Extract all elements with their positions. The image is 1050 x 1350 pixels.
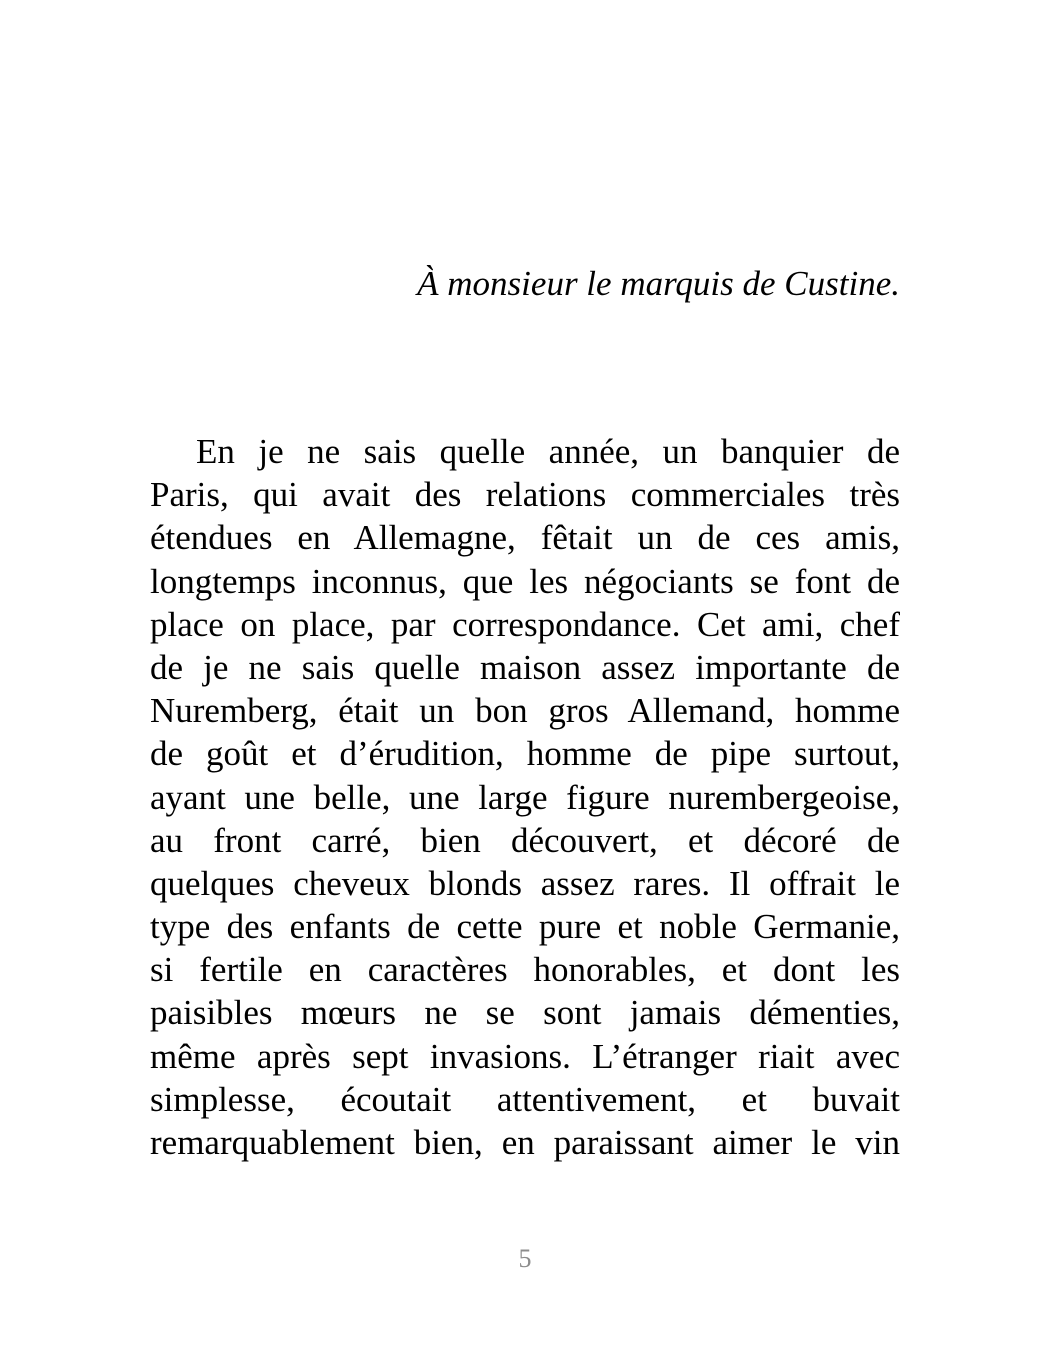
paragraph-line: même après sept invasions. L’étranger riait avec (150, 1036, 900, 1076)
paragraph-line: si fertile en caractères honorables, et dont les (150, 950, 900, 990)
paragraph-line: Paris, qui avait des relations commerciales très (150, 475, 900, 515)
paragraph-line: type des enfants de cette pure et noble Germanie, (150, 907, 900, 947)
paragraph-line: étendues en Allemagne, fêtait un de ces amis, (150, 518, 900, 558)
paragraph-line: En je ne sais quelle année, un banquier de (196, 432, 900, 471)
paragraph-line: de je ne sais quelle maison assez importante de (150, 647, 900, 687)
paragraph-line: de goût et d’érudition, homme de pipe surtout, (150, 734, 900, 774)
page-number: 5 (518, 1244, 532, 1273)
paragraph-line: au front carré, bien découvert, et décoré de (150, 820, 900, 860)
paragraph-line: quelques cheveux blonds assez rares. Il offrait le (150, 863, 900, 903)
paragraph-line: remarquablement bien, en paraissant aimer le vin (150, 1123, 900, 1162)
body-paragraph (150, 430, 900, 1164)
paragraph-line: place on place, par correspondance. Cet ami, chef (150, 604, 900, 644)
paragraph-line: longtemps inconnus, que les négociants se font de (150, 561, 900, 601)
paragraph-line: ayant une belle, une large figure nurembergeoise, (150, 777, 900, 817)
paragraph-line: paisibles mœurs ne se sont jamais démenties, (150, 993, 900, 1033)
paragraph-line: Nuremberg, était un bon gros Allemand, homme (150, 691, 900, 731)
paragraph-line: simplesse, écoutait attentivement, et buvait (150, 1079, 900, 1119)
dedication: À monsieur le marquis de Custine. (417, 264, 900, 303)
